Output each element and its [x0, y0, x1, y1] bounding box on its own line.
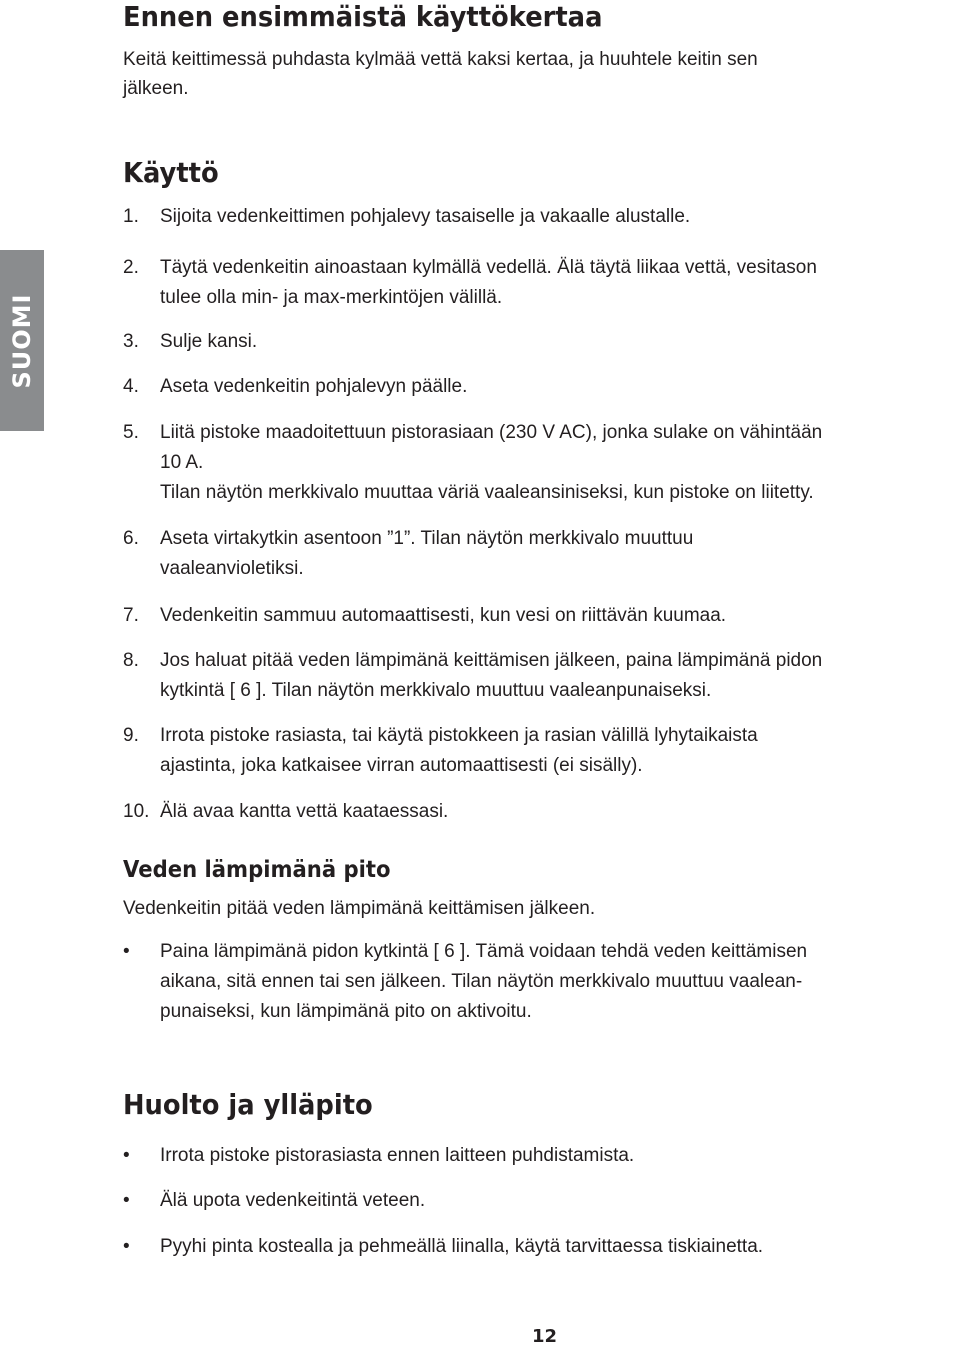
- bullet-symbol: •: [123, 941, 130, 962]
- step-text: Täytä vedenkeitin ainoastaan kylmällä vedellä. Älä täytä liikaa vettä, vesitason: [160, 257, 817, 278]
- bullet-symbol: •: [123, 1236, 130, 1257]
- bullet-text: Älä upota vedenkeitintä veteen.: [160, 1190, 426, 1211]
- step-text: Älä avaa kantta vettä kaataessasi.: [160, 801, 449, 822]
- language-tab: [0, 250, 44, 431]
- language-tab-label: SUOMI: [8, 293, 36, 388]
- bullet-text: punaiseksi, kun lämpimänä pito on aktivoitu.: [160, 1001, 532, 1022]
- step-text: ajastinta, joka katkaisee virran automaattisesti (ei sisälly).: [160, 755, 643, 776]
- bullet-symbol: •: [123, 1190, 130, 1211]
- step-number: 5.: [123, 422, 139, 443]
- step-text: Sulje kansi.: [160, 331, 258, 352]
- step-text: Sijoita vedenkeittimen pohjalevy tasaiselle ja vakaalle alustalle.: [160, 206, 691, 227]
- step-number: 1.: [123, 206, 139, 227]
- section-title-maintenance: Huolto ja ylläpito: [123, 1088, 373, 1121]
- section-title-keep-warm: Veden lämpimänä pito: [123, 857, 391, 883]
- step-number: 7.: [123, 605, 139, 626]
- step-text: tulee olla min- ja max-merkintöjen välillä.: [160, 287, 503, 308]
- page-number: 12: [532, 1326, 558, 1347]
- step-text: Aseta virtakytkin asentoon ”1”. Tilan näytön merkkivalo muuttuu: [160, 528, 694, 549]
- step-number: 4.: [123, 376, 139, 397]
- bullet-text: Irrota pistoke pistorasiasta ennen laitteen puhdistamista.: [160, 1145, 635, 1166]
- step-text: Tilan näytön merkkivalo muuttaa väriä vaaleansiniseksi, kun pistoke on liitetty.: [160, 482, 814, 503]
- step-number: 8.: [123, 650, 139, 671]
- bullet-text: aikana, sitä ennen tai sen jälkeen. Tilan näytön merkkivalo muuttuu vaalean-: [160, 971, 803, 992]
- step-number: 10.: [123, 801, 150, 822]
- bullet-symbol: •: [123, 1145, 130, 1166]
- section-title-usage: Käyttö: [123, 156, 219, 189]
- step-text: Aseta vedenkeitin pohjalevyn päälle.: [160, 376, 468, 397]
- step-text: Irrota pistoke rasiasta, tai käytä pistokkeen ja rasian välillä lyhytaikaista: [160, 725, 758, 746]
- first-use-text-line-2: jälkeen.: [123, 78, 189, 99]
- section-title-first-use: Ennen ensimmäistä käyttökertaa: [123, 0, 603, 33]
- step-text: 10 A.: [160, 452, 204, 473]
- step-number: 6.: [123, 528, 139, 549]
- step-text: Liitä pistoke maadoitettuun pistorasiaan (230 V AC), jonka sulake on vähintään: [160, 422, 823, 443]
- bullet-text: Paina lämpimänä pidon kytkintä [ 6 ]. Tämä voidaan tehdä veden keittämisen: [160, 941, 808, 962]
- keep-warm-intro: Vedenkeitin pitää veden lämpimänä keittämisen jälkeen.: [123, 898, 596, 919]
- first-use-text-line-1: Keitä keittimessä puhdasta kylmää vettä kaksi kertaa, ja huuhtele keitin sen: [123, 49, 758, 70]
- step-number: 2.: [123, 257, 139, 278]
- step-text: kytkintä [ 6 ]. Tilan näytön merkkivalo muuttuu vaaleanpunaiseksi.: [160, 680, 712, 701]
- step-number: 9.: [123, 725, 139, 746]
- step-number: 3.: [123, 331, 139, 352]
- step-text: vaaleanvioletiksi.: [160, 558, 304, 579]
- step-text: Vedenkeitin sammuu automaattisesti, kun vesi on riittävän kuumaa.: [160, 605, 727, 626]
- bullet-text: Pyyhi pinta kostealla ja pehmeällä liinalla, käytä tarvittaessa tiskiainetta.: [160, 1236, 764, 1257]
- step-text: Jos haluat pitää veden lämpimänä keittämisen jälkeen, paina lämpimänä pidon: [160, 650, 823, 671]
